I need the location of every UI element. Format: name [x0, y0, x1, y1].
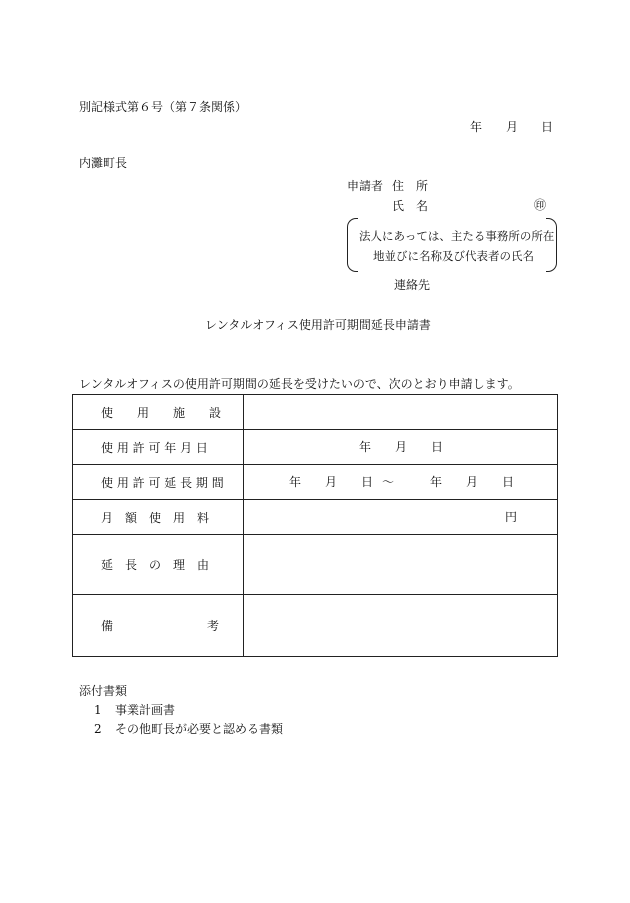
remarks-label-left: 備 [101, 618, 114, 633]
contact-label: 連絡先 [394, 278, 431, 292]
facility-label: 使 用 施 設 [101, 405, 222, 420]
table-row-permit-date [73, 430, 558, 465]
extension-period-label-cell [73, 465, 244, 500]
attachments-heading: 添付書類 [79, 684, 128, 698]
address-label: 住 所 [392, 179, 429, 193]
permit-year: 年 [359, 440, 372, 454]
table-row-facility [73, 395, 558, 430]
corporate-note-line1: 法人にあっては、主たる事務所の所在 [359, 229, 555, 243]
corporate-note-line2: 地並びに名称及び代表者の氏名 [373, 249, 534, 263]
date-day-label: 日 [541, 120, 554, 134]
table-row-reason [73, 535, 558, 595]
attachment-1-num: 1 [94, 703, 102, 717]
from-month: 月 [325, 475, 338, 489]
applicant-role: 申請者 [347, 179, 384, 193]
form-number: 別記様式第６号（第７条関係） [79, 100, 248, 114]
reason-label-cell [73, 535, 244, 595]
bracket-left [347, 218, 358, 272]
permit-date-label: 使 用 許 可 年 月 日 [101, 440, 208, 455]
attachment-2-text: その他町長が必要と認める書類 [115, 722, 284, 736]
attachment-2-num: 2 [94, 722, 102, 736]
reason-value-cell[interactable] [244, 535, 558, 595]
date-year-label: 年 [470, 120, 483, 134]
name-label: 氏 名 [392, 199, 429, 213]
monthly-fee-label-cell [73, 500, 244, 535]
attachment-1-text: 事業計画書 [115, 703, 176, 717]
from-day: 日 [361, 475, 374, 489]
seal-mark: ㊞ [534, 198, 547, 212]
extension-period-label: 使 用 許 可 延 長 期 間 [101, 475, 224, 490]
table-row-remarks [73, 595, 558, 657]
date-month-label: 月 [506, 120, 519, 134]
remarks-label-cell [73, 595, 244, 657]
monthly-fee-label: 月 額 使 用 料 [101, 510, 210, 525]
addressee: 内灘町長 [79, 156, 128, 170]
from-year: 年 [289, 475, 302, 489]
permit-month: 月 [395, 440, 408, 454]
permit-day: 日 [431, 440, 444, 454]
bracket-right [546, 218, 557, 272]
remarks-value-cell[interactable] [244, 595, 558, 657]
facility-label-cell [73, 395, 244, 430]
period-tilde: ～ [382, 475, 395, 489]
yen-unit: 円 [505, 510, 518, 524]
table-row-monthly-fee [73, 500, 558, 535]
reason-label: 延 長 の 理 由 [101, 558, 210, 572]
intro-text: レンタルオフィスの使用許可期間の延長を受けたいので、次のとおり申請します。 [79, 377, 520, 391]
permit-date-value-cell[interactable] [244, 430, 558, 465]
extension-period-value-cell[interactable] [244, 465, 558, 500]
permit-date-label-cell [73, 430, 244, 465]
document-title: レンタルオフィス使用許可期間延長申請書 [205, 318, 431, 332]
application-table [72, 394, 558, 657]
to-month: 月 [466, 475, 479, 489]
monthly-fee-value-cell[interactable] [244, 500, 558, 535]
facility-value-cell[interactable] [244, 395, 558, 430]
remarks-label-right: 考 [207, 618, 220, 633]
to-day: 日 [502, 475, 515, 489]
to-year: 年 [430, 475, 443, 489]
table-row-extension-period [73, 465, 558, 500]
